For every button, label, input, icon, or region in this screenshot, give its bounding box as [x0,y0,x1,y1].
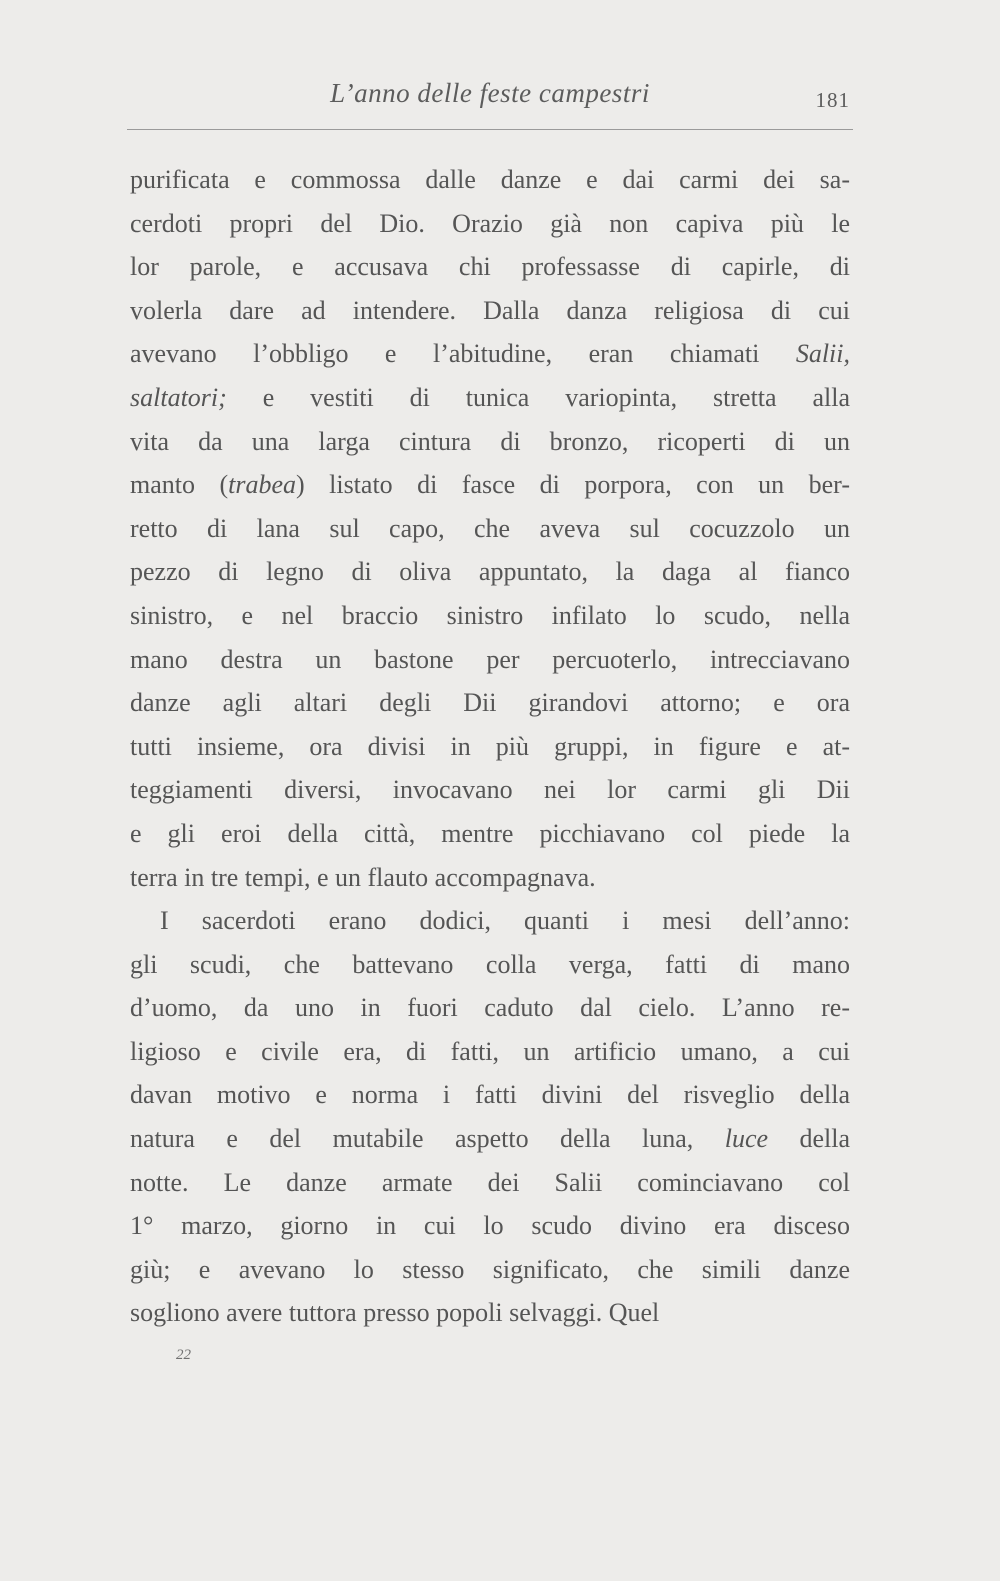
text-line [130,1030,850,1074]
text-line [130,245,850,289]
text-line [130,986,850,1030]
text-line [130,289,850,333]
text-segment: danze agli altari degli Dii girandovi attorno; e ora [130,688,850,718]
text-segment: avevano l’obbligo e l’abitudine, eran chiamati [130,339,796,369]
text-segment: terra in tre tempi, e un flauto accompagnava. [130,862,596,892]
text-segment: d’uomo, da uno in fuori caduto dal cielo. L’anno re- [130,993,850,1023]
italic-text: luce [724,1124,769,1154]
text-segment: ) listato di fasce di porpora, con un ber- [296,470,850,500]
text-segment: della [768,1124,850,1154]
text-segment: natura e del mutabile aspetto della luna, [130,1124,725,1154]
page-number: 181 [815,88,850,112]
text-segment: lor parole, e accusava chi professasse di capirle, di [130,252,850,282]
text-line [130,463,850,507]
text-segment: vita da una larga cintura di bronzo, ricoperti di un [130,426,850,456]
text-segment: volerla dare ad intendere. Dalla danza religiosa di cui [130,295,850,325]
text-line [130,1161,850,1205]
text-line [130,158,850,202]
text-segment: davan motivo e norma i fatti divini del risveglio della [130,1080,850,1110]
text-segment: teggiamenti diversi, invocavano nei lor carmi gli Dii [130,775,850,805]
text-line [130,332,850,376]
text-line [130,550,850,594]
text-segment: cerdoti propri del Dio. Orazio già non capiva più le [130,208,850,238]
text-line [130,594,850,638]
text-line [130,681,850,725]
text-segment: gli scudi, che battevano colla verga, fatti di mano [130,949,850,979]
text-line [130,768,850,812]
text-segment: e gli eroi della città, mentre picchiavano col piede la [130,818,850,848]
text-line [130,725,850,769]
running-title: L’anno delle feste campestri [330,78,650,108]
text-line [130,1291,850,1335]
text-segment: retto di lana sul capo, che aveva sul cocuzzolo un [130,513,850,543]
text-line [130,420,850,464]
text-line [130,943,850,987]
text-line [130,638,850,682]
text-line [130,812,850,856]
text-segment: notte. Le danze armate dei Salii cominciavano col [130,1167,850,1197]
running-head [130,78,850,118]
text-segment: 1° marzo, giorno in cui lo scudo divino era disceso [130,1211,850,1241]
italic-text: trabea [228,470,296,500]
text-line [130,899,850,943]
text-segment: giù; e avevano lo stesso significato, che simili danze [130,1254,850,1284]
signature-mark: 22 [176,1347,191,1363]
text-line [130,1117,850,1161]
text-line [130,507,850,551]
text-segment: I sacerdoti erano dodici, quanti i mesi dell’anno: [160,906,850,936]
text-line [130,376,850,420]
text-segment: manto ( [130,470,229,500]
italic-text: saltatori; [130,382,227,412]
text-segment: purificata e commossa dalle danze e dai carmi dei sa- [130,165,850,194]
text-segment: ligioso e civile era, di fatti, un artificio umano, a cui [130,1036,850,1066]
text-line [130,1073,850,1117]
text-segment: sinistro, e nel braccio sinistro infilato lo scudo, nella [130,600,850,630]
italic-text: Salii, [795,339,850,369]
body-text [130,158,850,1335]
text-segment: pezzo di legno di oliva appuntato, la daga al fianco [130,557,850,587]
text-segment: e vestiti di tunica variopinta, stretta alla [226,382,850,412]
text-segment: sogliono avere tuttora presso popoli selvaggi. Quel [130,1298,660,1328]
text-line [130,1204,850,1248]
text-line [130,1248,850,1292]
text-segment: mano destra un bastone per percuoterlo, intrecciavano [130,644,850,674]
text-segment: tutti insieme, ora divisi in più gruppi, in figure e at- [130,731,850,761]
text-line [130,202,850,246]
header-rule [127,129,853,130]
text-line [130,856,850,900]
